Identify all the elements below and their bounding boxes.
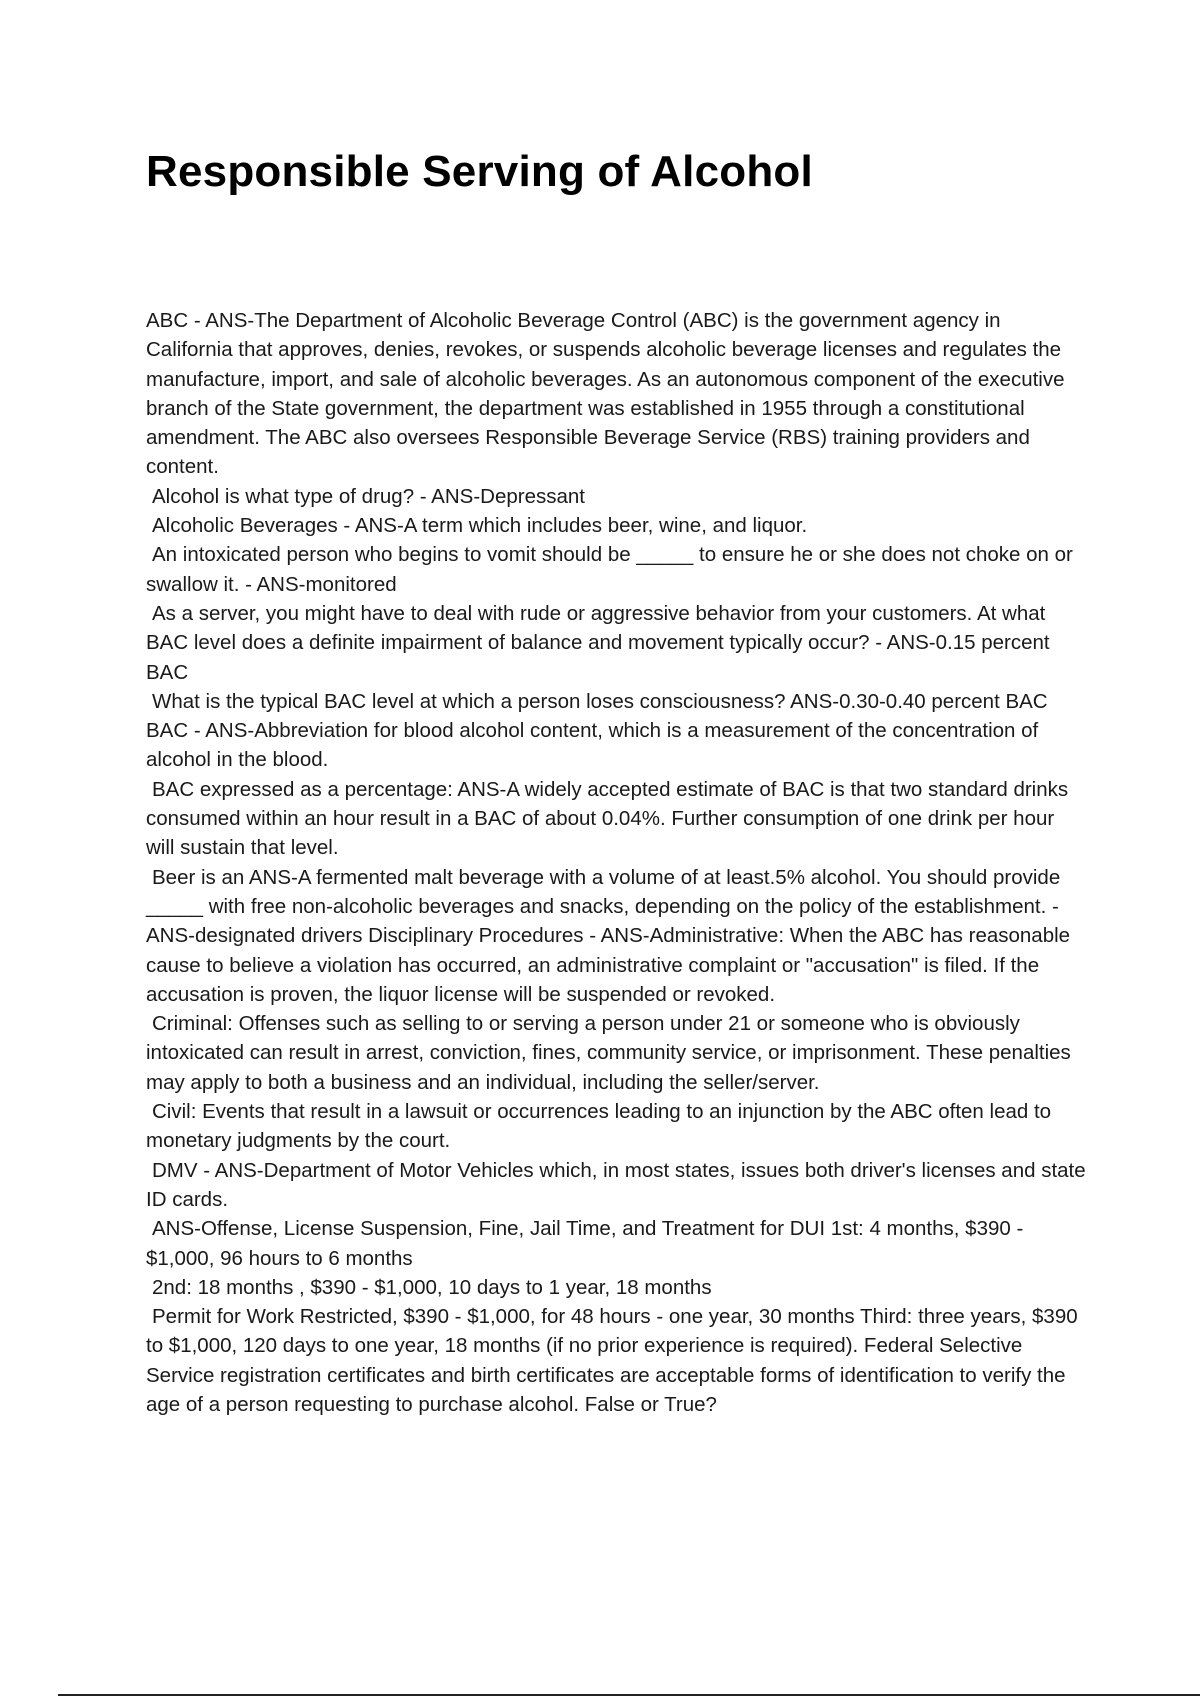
footer-divider xyxy=(58,1694,1200,1696)
document-title: Responsible Serving of Alcohol xyxy=(146,147,813,196)
paragraph-bac-consciousness: What is the typical BAC level at which a person loses consciousness? ANS-0.30-0.40 percent BAC BAC - ANS-Abbreviation for blood alcohol content, which is a measurement of the concentration of alcohol in the blood. xyxy=(146,689,1048,772)
document-body xyxy=(146,306,1086,1419)
paragraph-abc: ABC - ANS-The Department of Alcoholic Beverage Control (ABC) is the government agency in California that approves, denies, revokes, or suspends alcoholic beverage licenses and regulates the manufacture, import, and sale of alcoholic beverages. As an autonomous component of the executive branch of the State government, the department was established in 1955 through a constitutional amendment. The ABC also oversees Responsible Beverage Service (RBS) training providers and content. xyxy=(146,309,1065,479)
paragraph-vomit: An intoxicated person who begins to vomit should be _____ to ensure he or she does not choke on or swallow it. - ANS-monitored xyxy=(146,543,1073,596)
paragraph-drug-type: Alcohol is what type of drug? - ANS-Depressant xyxy=(152,484,585,508)
paragraph-server-behavior: As a server, you might have to deal with rude or aggressive behavior from your customers. At what BAC level does a definite impairment of balance and movement typically occur? - ANS-0.15 percent BAC xyxy=(146,601,1050,684)
paragraph-dui-first: ANS-Offense, License Suspension, Fine, Jail Time, and Treatment for DUI 1st: 4 months, $390 - $1,000, 96 hours to 6 months xyxy=(146,1217,1024,1270)
paragraph-civil: Civil: Events that result in a lawsuit or occurrences leading to an injunction by the ABC often lead to monetary judgments by the court. xyxy=(146,1100,1052,1153)
paragraph-alcoholic-beverages: Alcoholic Beverages - ANS-A term which includes beer, wine, and liquor. xyxy=(152,514,808,538)
paragraph-beer-disciplinary: Beer is an ANS-A fermented malt beverage with a volume of at least.5% alcohol. You should provide _____ with free non-alcoholic beverages and snacks, depending on the policy of the establishment. - ANS-designated drivers Disciplinary Procedures - ANS-Administrative: When the ABC has reasonable cause to believe a violation has occurred, an administrative complaint or "accusation" is filed. If the accusation is proven, the liquor license will be suspended or revoked. xyxy=(146,865,1071,1006)
paragraph-dmv: DMV - ANS-Department of Motor Vehicles which, in most states, issues both driver's licenses and state ID cards. xyxy=(146,1158,1086,1211)
paragraph-work-permit: Permit for Work Restricted, $390 - $1,000, for 48 hours - one year, 30 months Third: three years, $390 to $1,000, 120 days to one year, 18 months (if no prior experience is required). Federal Selective Service registration certificates and birth certificates are acceptable forms of identification to verify the age of a person requesting to purchase alcohol. False or True? xyxy=(146,1305,1078,1416)
paragraph-criminal: Criminal: Offenses such as selling to or serving a person under 21 or someone who is obviously intoxicated can result in arrest, conviction, fines, community service, or imprisonment. These penalties may apply to both a business and an individual, including the seller/server. xyxy=(146,1012,1071,1094)
paragraph-dui-second: 2nd: 18 months , $390 - $1,000, 10 days to 1 year, 18 months xyxy=(152,1275,712,1299)
paragraph-bac-percentage: BAC expressed as a percentage: ANS-A widely accepted estimate of BAC is that two standard drinks consumed within an hour result in a BAC of about 0.04%. Further consumption of one drink per hour will sustain that level. xyxy=(146,777,1069,860)
